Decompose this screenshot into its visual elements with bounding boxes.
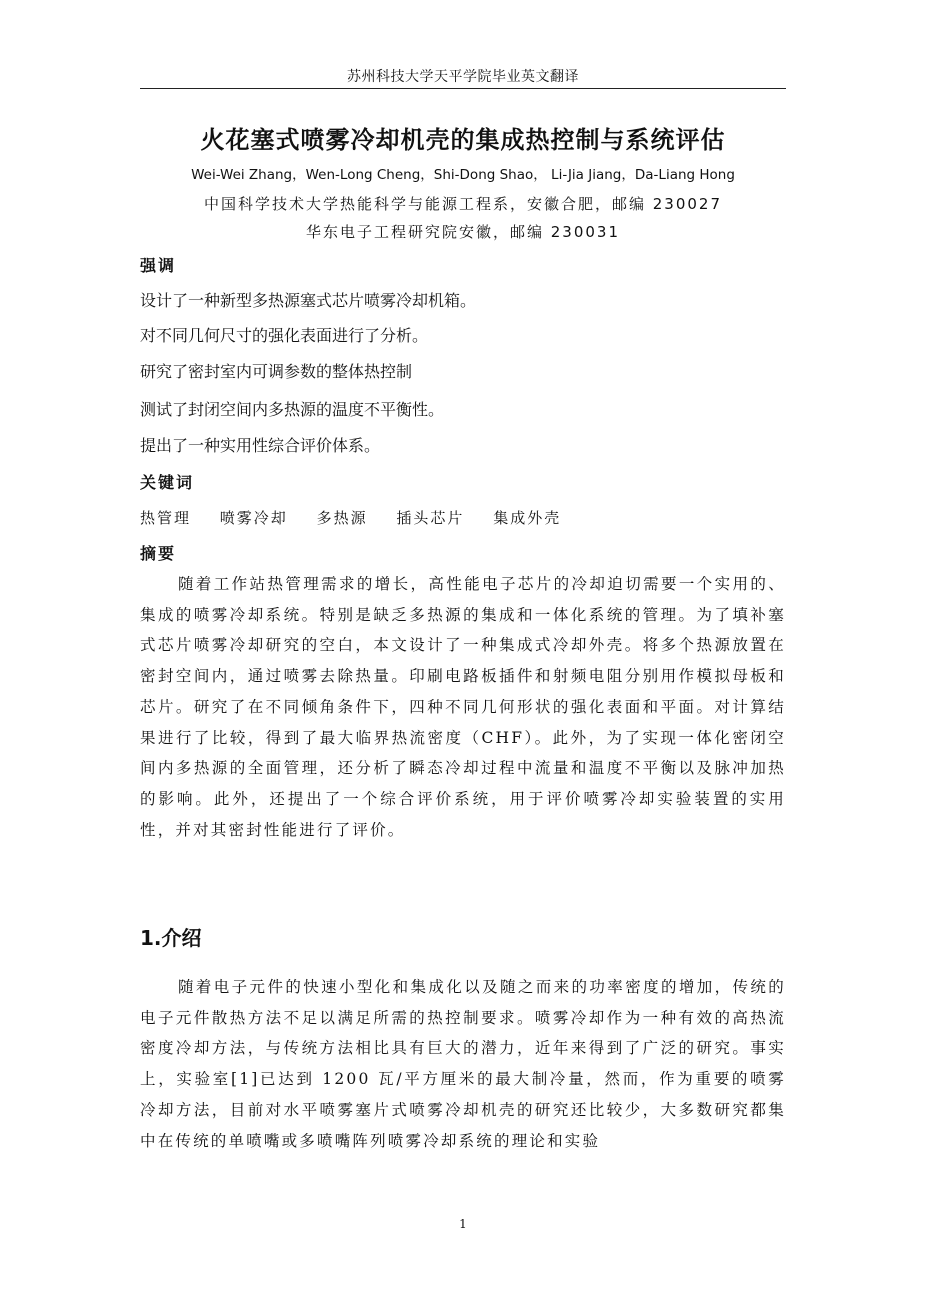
keyword: 集成外壳 [493,509,562,527]
paper-title: 火花塞式喷雾冷却机壳的集成热控制与系统评估 [200,126,726,154]
running-header: 苏州科技大学天平学院毕业英文翻译 [347,69,579,85]
header-rule [140,88,786,89]
keywords-heading: 关键词 [140,473,195,492]
keyword: 多热源 [316,509,368,527]
keyword: 喷雾冷却 [219,509,288,527]
abstract-heading: 摘要 [140,544,177,563]
keyword: 热管理 [140,509,192,527]
introduction-body: 随着电子元件的快速小型化和集成化以及随之而来的功率密度的增加，传统的电子元件散热方法不足以满足所需的热控制要求。喷雾冷却作为一种有效的高热流密度冷却方法，与传统方法相比具有巨大的潜力，近年来得到了广泛的研究。事实上，实验室[1]已达到 1200 瓦/平方厘米的最大制冷量，然而，作为重要的喷雾冷却方法，目前对水平喷雾塞片式喷雾冷却机壳的研究还比较少，大多数研究都集中在传统的单喷嘴或多喷嘴阵列喷雾冷却系统的理论和实验 [140,978,786,1150]
highlight-item: 测试了封闭空间内多热源的温度不平衡性。 [140,400,445,419]
page-number: 1 [459,1217,467,1231]
highlight-item: 对不同几何尺寸的强化表面进行了分析。 [140,326,429,345]
abstract-body: 随着工作站热管理需求的增长，高性能电子芯片的冷却迫切需要一个实用的、集成的喷雾冷却系统。特别是缺乏多热源的集成和一体化系统的管理。为了填补塞式芯片喷雾冷却研究的空白，本文设计了一种集成式冷却外壳。将多个热源放置在密封空间内，通过喷雾去除热量。印刷电路板插件和射频电阻分别用作模拟母板和芯片。研究了在不同倾角条件下，四种不同几何形状的强化表面和平面。对计算结果进行了比较，得到了最大临界热流密度（CHF）。此外，为了实现一体化密闭空间内多热源的全面管理，还分析了瞬态冷却过程中流量和温度不平衡以及脉冲加热的影响。此外，还提出了一个综合评价系统，用于评价喷雾冷却实验装置的实用性，并对其密封性能进行了评价。 [140,575,786,839]
keyword: 插头芯片 [396,509,465,527]
affiliation-1: 中国科学技术大学热能科学与能源工程系，安徽合肥，邮编 230027 [203,195,723,213]
highlight-item: 提出了一种实用性综合评价体系。 [140,436,381,455]
authors-line: Wei-Wei Zhang，Wen-Long Cheng，Shi-Dong Shao， Li-Jia Jiang，Da-Liang Hong [191,167,735,183]
highlight-item: 研究了密封室内可调参数的整体热控制 [140,362,413,381]
keywords-list [140,507,583,528]
affiliation-2: 华东电子工程研究院安徽，邮编 230031 [305,223,621,241]
highlights-heading: 强调 [140,256,177,275]
highlight-item: 设计了一种新型多热源塞式芯片喷雾冷却机箱。 [140,291,477,310]
section-heading-introduction: 1.介绍 [140,926,202,950]
